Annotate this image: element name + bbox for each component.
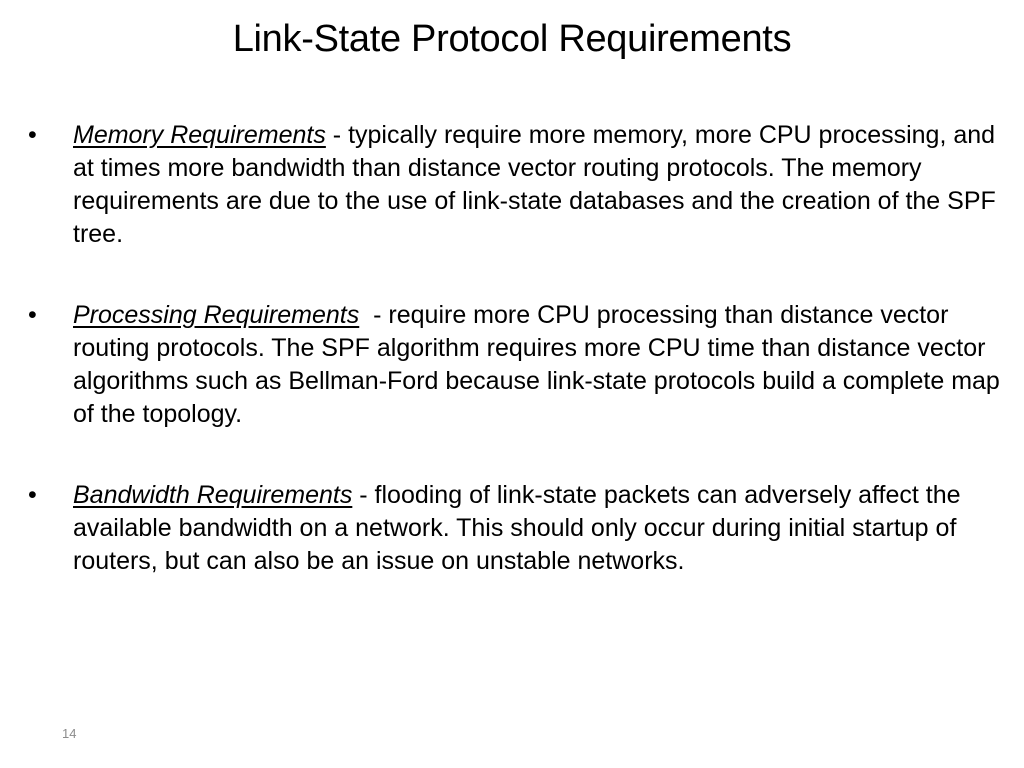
- bullet-icon: •: [28, 481, 37, 509]
- bullet-memory-requirements: [28, 119, 1004, 251]
- bullet-term: Bandwidth Requirements: [73, 481, 353, 509]
- bullet-term: Memory Requirements: [73, 121, 326, 149]
- bullet-processing-requirements: [28, 299, 1007, 431]
- bullet-bandwidth-requirements: [28, 479, 1004, 578]
- bullet-list: [28, 119, 1007, 578]
- slide-title: Link-State Protocol Requirements: [232, 18, 792, 60]
- bullet-icon: •: [28, 301, 37, 329]
- bullet-icon: •: [28, 121, 37, 149]
- bullet-term: Processing Requirements: [73, 301, 360, 329]
- bullet-text: - typically require more memory, more CPU processing, and at times more bandwidth than distance vector routing protocols. The memory requirements are due to the use of link-state databases and the creation of the SPF tree.: [73, 121, 996, 248]
- page-number: 14: [62, 726, 77, 741]
- bullet-text: - require more CPU processing than distance vector routing protocols. The SPF algorithm requires more CPU time than distance vector algorithms such as Bellman-Ford because link-state protocols build a complete map of the topology.: [73, 301, 1007, 428]
- bullet-text: - flooding of link-state packets can adversely affect the available bandwidth on a network. This should only occur during initial startup of routers, but can also be an issue on unstable networks.: [73, 481, 961, 575]
